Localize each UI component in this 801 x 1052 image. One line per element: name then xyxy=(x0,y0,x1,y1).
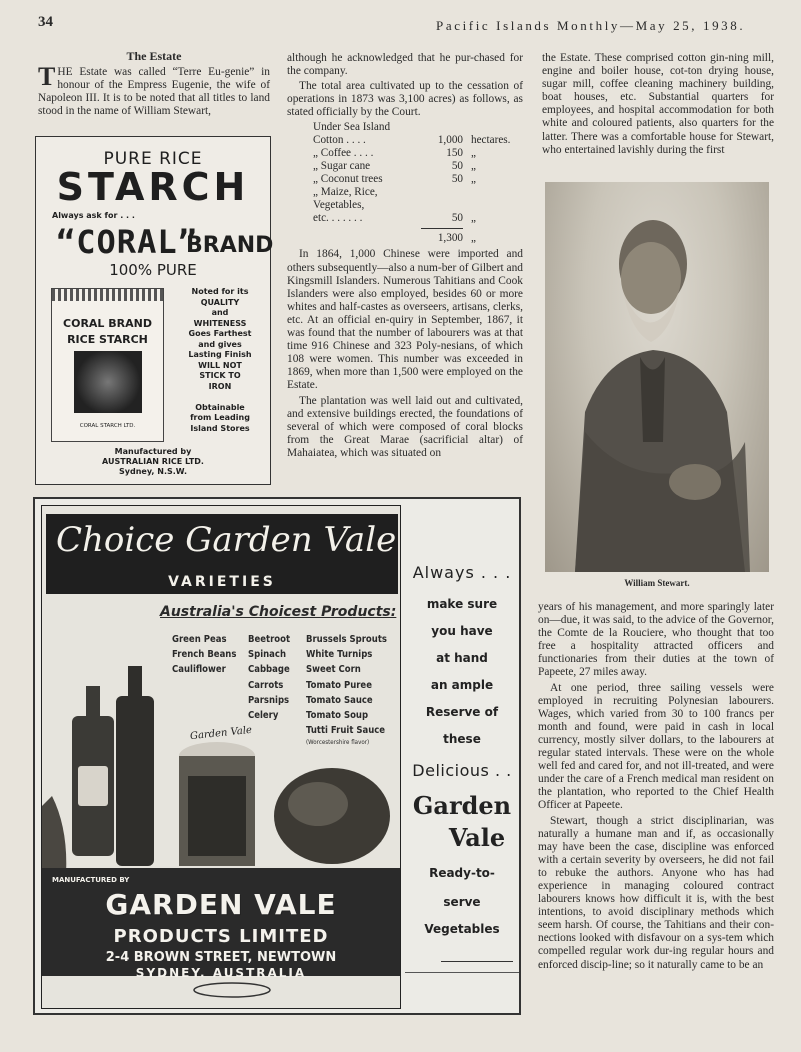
table-row xyxy=(287,147,523,160)
jar-label: Garden Vale xyxy=(189,724,253,743)
ad-manufactured-by: MANUFACTURED BY xyxy=(52,876,130,884)
table-total-rule xyxy=(421,228,463,229)
table-cell-item: „ Sugar cane xyxy=(313,160,371,173)
ad-manufacturer xyxy=(36,447,270,477)
product-item: Parsnips xyxy=(248,694,290,706)
ad-side-line: STICK TO xyxy=(199,371,241,380)
box-artwork xyxy=(74,351,142,413)
table-cell-value: 50 xyxy=(451,173,463,186)
slogan-line: serve xyxy=(443,895,481,909)
table-total-unit: „ xyxy=(471,232,476,245)
product-item: Brussels Sprouts xyxy=(306,634,387,645)
slogan-delicious: Delicious . . xyxy=(412,761,512,780)
ad-starch-headline: STARCH xyxy=(56,165,250,209)
ad-always-ask: Always ask for . . . xyxy=(52,211,135,220)
table-cell-item: „ Coconut trees xyxy=(313,173,383,186)
article-paragraph: Stewart, though a strict disciplinarian, was naturally a humane man and if, as occasionally may have been the case, discipline was enforced with a certain severity by overseers, he did not fail to rebuke the authors. Anyone who has had experience in managing coloured contract labourers knows how difficult it is, with the best intentions, to avoid disciplinary methods which seem harsh. Of course, the Tahitians and their con-nections looked with disfavour on a sys-tem which compelled regular work dur-ing regular hours and enforced discip-line; so it naturally came to be an xyxy=(538,814,774,971)
table-cell-unit: „ xyxy=(471,173,476,186)
table-cell-unit: „ xyxy=(471,160,476,173)
table-rows xyxy=(287,134,523,225)
portrait-photo xyxy=(545,182,769,572)
table-cell-unit xyxy=(463,186,471,199)
product-item: Beetroot xyxy=(248,634,291,645)
ad-address-line1: 2-4 BROWN STREET, NEWTOWN xyxy=(105,950,337,965)
table-cell-item: „ Coffee . . . . xyxy=(313,147,374,160)
ad-brand-name: GARDEN VALE xyxy=(105,888,337,921)
table-row xyxy=(287,134,523,147)
slogan-vale: Vale xyxy=(448,823,506,852)
plate-illustration xyxy=(192,980,272,1000)
table-row xyxy=(287,173,523,186)
product-list-3 xyxy=(306,632,387,746)
table-cell-item: etc. . . . . . . xyxy=(313,212,363,225)
article-column-3-top xyxy=(542,52,774,159)
product-note: (Worcestershire flavor) xyxy=(306,738,370,747)
slogan-line: Ready-to- xyxy=(429,866,495,880)
box-label-line1: CORAL BRAND xyxy=(63,317,152,330)
ad-side-line: QUALITY xyxy=(200,297,240,307)
slogan-garden: Garden xyxy=(412,791,512,820)
article-column-2 xyxy=(287,52,523,462)
table-cell-item xyxy=(287,232,419,245)
article-paragraph: In 1864, 1,000 Chinese were imported and others subsequently—also a num-ber of Gilbert and Kingsmill Islanders. Numerous Tahitians and Cook Islanders were also employed, besides 60 or more whites and half-castes as overseers, artisans, clerks, etc. At an official en-quiry in September, 1867, it was found that the number of labourers was at that time 916 Chinese and 323 Poly-nesians, of which 108 were women. This number was exceeded in 1869, when more than 1,500 were employed on the Estate. xyxy=(287,248,523,392)
ad-coral-brand: “CORAL” xyxy=(56,223,198,261)
ad-side-line: Lasting Finish xyxy=(188,350,252,359)
product-list-2 xyxy=(248,632,290,723)
ad-manufactured-by: Manufactured by xyxy=(114,447,192,456)
table-cell-item: Cotton . . . . xyxy=(313,134,366,147)
drop-cap: T xyxy=(38,62,56,92)
slogan-line: these xyxy=(443,732,481,746)
slogan-line: you have xyxy=(431,624,493,638)
table-row xyxy=(287,160,523,173)
product-list-1 xyxy=(172,632,236,678)
product-item: Cabbage xyxy=(248,664,290,676)
ad-banner xyxy=(46,514,398,594)
table-total-row xyxy=(287,232,523,245)
product-item: White Turnips xyxy=(306,649,373,661)
ad-company-name: PRODUCTS LIMITED xyxy=(113,926,329,947)
product-item: French Beans xyxy=(172,649,237,661)
table-cell-value: 1,000 xyxy=(437,134,463,147)
table-cell-value xyxy=(419,199,463,212)
ad-side-line: and gives xyxy=(198,339,242,349)
ad-headline: Australia's Choicest Products: xyxy=(160,604,397,620)
ad-city: Sydney, N.S.W. xyxy=(119,467,187,476)
product-item: Celery xyxy=(248,710,279,722)
article-paragraph: At one period, three sailing vessels were employed in recruiting Polynesian labourers. Wages, which varied from 30 to 100 francs per month and found, were paid in cash in local currency, mostly silver dollars, to the labourers at regular stated intervals. These were on the whole well fed and cared for, and not ill-treated, and were under the care of a French medical man resident on the plantation, who reported to the Chief Health Officer at Papeete. xyxy=(538,681,774,812)
table-cell-value: 50 xyxy=(451,212,463,225)
article-paragraph: although he acknowledged that he pur-chased for the company. xyxy=(287,52,523,78)
ad-side-line: WHITENESS xyxy=(193,318,247,328)
ad-purity: 100% PURE xyxy=(109,261,197,279)
ad-side-line: from Leading xyxy=(190,413,250,422)
article-text: HE Estate was called “Terre Eu-genie” in honour of the Empress Eugenie, the wife of Napoleon III. It is to be noted that all titles to land stood in the name of William Stewart, xyxy=(38,66,270,118)
product-item: Sweet Corn xyxy=(306,664,361,676)
table-cell-unit: „ xyxy=(471,147,476,160)
box-stripes xyxy=(52,289,163,301)
slogan-line: Reserve of xyxy=(425,705,499,719)
table-cell-item: „ Maize, Rice, xyxy=(313,186,378,199)
ad-side-text xyxy=(174,287,266,434)
table-cell-unit: „ xyxy=(471,212,476,225)
table-cell-value: 50 xyxy=(451,160,463,173)
article-paragraph: years of his management, and more sparingly later on—due, it was said, to the advice of the Governor, the Comte de la Rouciere, who thought that too free a hospitality attracted officers and functionaries from their duties at the town of Papeete, 27 miles away. xyxy=(538,601,774,679)
table-row xyxy=(287,212,523,225)
slogan-line: Vegetables xyxy=(424,922,500,936)
table-cell-unit xyxy=(463,199,471,212)
table-cell-item: Vegetables, xyxy=(313,199,365,212)
article-paragraph: The total area cultivated up to the cessation of operations in 1873 was 3,100 acres) as follows, as stated officially by the Court. xyxy=(287,80,523,119)
portrait-figure xyxy=(545,182,769,572)
product-item: Green Peas xyxy=(172,634,227,645)
table-row xyxy=(287,199,523,212)
slogan-line: at hand xyxy=(436,651,488,665)
product-item: Tomato Puree xyxy=(306,679,372,691)
article-paragraph: the Estate. These comprised cotton gin-ning mill, engine and boiler house, cot-ton drying house, sugar mill, coffee cleaning machinery building, boat houses, etc. Substantial quarters for employees, and hospital accommodation for both white and coloured patients, also quarters for the latter. There was a comfortable house for Stewart, who entertained lavishly during the first xyxy=(542,52,774,156)
running-head: Pacific Islands Monthly—May 25, 1938. xyxy=(436,18,746,33)
starch-advertisement xyxy=(35,136,274,485)
ad-side-line: Noted for its xyxy=(191,287,249,296)
ad-side-line xyxy=(174,392,266,403)
box-label-line2: RICE STARCH xyxy=(67,333,148,346)
table-heading: Under Sea Island xyxy=(313,121,391,134)
article-column-1 xyxy=(38,50,270,120)
ad-side-line: Goes Farthest xyxy=(188,329,252,338)
starch-box-illustration xyxy=(51,288,164,442)
ad-illustration-panel xyxy=(41,505,401,1009)
table-total-value: 1,300 xyxy=(437,232,463,245)
slogan-always: Always . . . xyxy=(412,563,512,582)
page-number: 34 xyxy=(38,14,53,30)
table-cell-value: 150 xyxy=(446,147,463,160)
product-item: Tomato Sauce xyxy=(306,694,373,706)
product-item: Tomato Soup xyxy=(306,710,369,722)
box-small-print: CORAL STARCH LTD. xyxy=(79,423,136,429)
section-title: The Estate xyxy=(126,49,182,63)
ad-brand-word: BRAND xyxy=(186,233,274,258)
ad-address-line2: SYDNEY. AUSTRALIA xyxy=(135,966,307,980)
slogan-line: an ample xyxy=(430,678,494,692)
cultivation-table xyxy=(287,121,523,245)
product-item: Carrots xyxy=(248,679,284,691)
article-column-3-bottom xyxy=(538,601,774,974)
product-item: Tutti Fruit Sauce xyxy=(306,725,386,737)
slogan-rule xyxy=(441,961,513,962)
ad-company: AUSTRALIAN RICE LTD. xyxy=(102,457,204,466)
ad-banner-title: Choice Garden Vale xyxy=(56,520,397,560)
ad-banner-subtitle: VARIETIES xyxy=(168,574,276,590)
ad-side-line: Island Stores xyxy=(190,423,250,433)
table-cell-value xyxy=(419,186,463,199)
ad-side-line: IRON xyxy=(208,381,232,391)
table-cell-unit: hectares. xyxy=(471,134,511,147)
slogan-line: make sure xyxy=(426,597,498,611)
product-item: Spinach xyxy=(248,649,286,661)
article-paragraph: The plantation was well laid out and cultivated, and extensive buildings erected, the foundations of several of which were composed of coral blocks from the Great Marae (sacrificial altar) of Mahaiatea, which was situated on xyxy=(287,394,523,459)
photo-caption: William Stewart. xyxy=(624,578,690,588)
slogan-rule xyxy=(405,972,519,973)
table-row xyxy=(287,186,523,199)
ad-side-line: and xyxy=(211,308,229,317)
ad-pure-rice: PURE RICE xyxy=(103,149,203,169)
ad-side-line: WILL NOT xyxy=(198,360,242,370)
ad-side-line: Obtainable xyxy=(195,402,245,412)
product-item: Cauliflower xyxy=(172,664,226,676)
garden-vale-advertisement xyxy=(33,497,521,1015)
article-paragraph xyxy=(38,62,270,118)
